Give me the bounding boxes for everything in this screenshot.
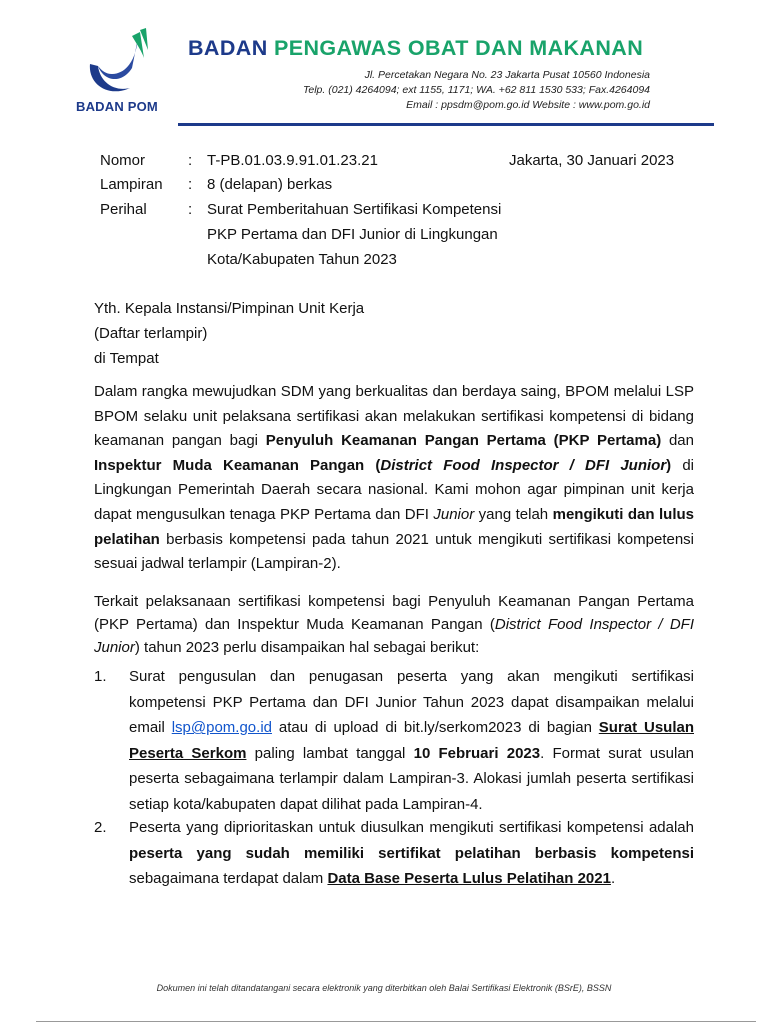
item2-bold-sertifikat: peserta yang sudah memiliki sertifikat pelatihan berbasis kompetensi [129, 844, 694, 862]
lampiran-label: Lampiran [100, 176, 163, 193]
para1-text-1: Dalam rangka mewujudkan SDM yang berkualitas dan berdaya saing, BPOM melalui LSP BPOM selaku unit pelaksana sertifikasi akan melakukan sertifikasi kompetensi di bidang keamanan pangan bagi [94, 383, 694, 450]
para1-bold-pelatihan: mengikuti dan lulus pelatihan [94, 505, 695, 548]
item1-bold-deadline: 10 Februari 2023 [413, 744, 541, 762]
letter-date: Jakarta, 30 Januari 2023 [509, 152, 675, 169]
org-name-part1: BADAN [188, 36, 268, 60]
email-website-line: Email : ppsdm@pom.go.id Website : www.pom.go.id [406, 99, 650, 111]
para1-text-4: yang telah [474, 505, 553, 523]
lampiran-colon: : [188, 176, 193, 193]
address-line: Jl. Percetakan Negara No. 23 Jakarta Pusat 10560 Indonesia [364, 69, 650, 81]
list-item [94, 815, 694, 892]
paragraph-intro [94, 380, 694, 577]
para2-text-2: ) tahun 2023 perlu disampaikan hal sebagai berikut: [134, 639, 480, 656]
para1-bold-close: ) [666, 456, 672, 474]
para2-italic-dfi: District Food Inspector / DFI Junior [94, 616, 695, 656]
perihal-colon: : [188, 201, 193, 218]
recipient-line-1: Yth. Kepala Instansi/Pimpinan Unit Kerja [94, 300, 365, 317]
para1-bold-dfi: Inspektur Muda Keamanan Pangan ( [94, 456, 381, 474]
e-signature-note: Dokumen ini telah ditandatangani secara elektronik yang diterbitkan oleh Balai Sertifikasi Elektronik (BSrE), BSSN [156, 983, 612, 993]
item2-bold-underline-database: Data Base Peserta Lulus Pelatihan 2021 [327, 870, 611, 888]
nomor-label: Nomor [100, 152, 146, 169]
email-link[interactable]: lsp@pom.go.id [171, 719, 272, 737]
nomor-colon: : [188, 152, 193, 169]
item2-text-2: sebagaimana terdapat dalam [129, 870, 328, 888]
paragraph-terkait [94, 590, 694, 659]
phone-line: Telp. (021) 4264094; ext 1155, 1171; WA. +62 811 1530 533; Fax.4264094 [302, 84, 650, 96]
lampiran-value: 8 (delapan) berkas [207, 176, 333, 193]
item1-text-2: atau di upload di bit.ly/serkom2023 di bagian [272, 719, 599, 737]
para1-bold-pkp: Penyuluh Keamanan Pangan Pertama (PKP Pertama) [265, 432, 662, 450]
org-title [188, 36, 643, 61]
item1-text-1: Surat pengusulan dan penugasan peserta yang akan mengikuti sertifikasi kompetensi PKP Pertama dan DFI Junior Tahun 2023 dapat disampaikan melalui email [129, 668, 694, 737]
item1-text-4: . Format surat usulan peserta sebagaimana terlampir dalam Lampiran-3. Alokasi jumlah peserta sertifikasi setiap kota/kabupaten dapat dilihat pada Lampiran-4. [129, 744, 695, 813]
para1-text-5: berbasis kompetensi pada tahun 2021 untuk mengikuti sertifikasi kompetensi sesuai jadwal terlampir (Lampiran-2). [94, 530, 694, 573]
item2-text-1: Peserta yang diprioritaskan untuk diusulkan mengikuti sertifikasi kompetensi adalah [129, 819, 694, 836]
para1-bold-italic-dfi: District Food Inspector / DFI Junior [380, 456, 667, 474]
list-number: 1. [94, 668, 107, 685]
para2-text-1: Terkait pelaksanaan sertifikasi kompetensi bagi Penyuluh Keamanan Pangan Pertama (PKP Pertama) dan Inspektur Muda Keamanan Pangan ( [94, 593, 694, 633]
recipient-line-3: di Tempat [94, 350, 159, 367]
perihal-line-1: Surat Pemberitahuan Sertifikasi Kompetensi [207, 201, 502, 218]
para1-italic-junior: Junior [433, 505, 475, 523]
footer-divider [36, 1021, 756, 1022]
item1-text-3: paling lambat tanggal [246, 744, 414, 762]
org-name-part2: PENGAWAS OBAT DAN MAKANAN [274, 36, 644, 60]
perihal-line-3: Kota/Kabupaten Tahun 2023 [207, 251, 397, 268]
header-divider [178, 123, 714, 126]
item1-bold-underline: Surat Usulan Peserta Serkom [129, 719, 694, 762]
para1-text-2: dan [661, 432, 694, 450]
nomor-value: T-PB.01.03.9.91.01.23.21 [207, 152, 378, 169]
item2-text-3: . [610, 870, 616, 888]
para1-text-3: di Lingkungan Pemerintah Daerah secara nasional. Kami mohon agar pimpinan unit kerja dapat mengusulkan tenaga PKP Pertama dan DFI [94, 456, 695, 523]
list-number: 2. [94, 819, 107, 836]
list-item [94, 664, 694, 818]
recipient-line-2: (Daftar terlampir) [94, 325, 208, 342]
perihal-label: Perihal [100, 201, 147, 218]
perihal-line-2: PKP Pertama dan DFI Junior di Lingkungan [207, 226, 498, 243]
badan-pom-logo-icon [78, 28, 158, 104]
logo-text: BADAN POM [76, 99, 158, 114]
